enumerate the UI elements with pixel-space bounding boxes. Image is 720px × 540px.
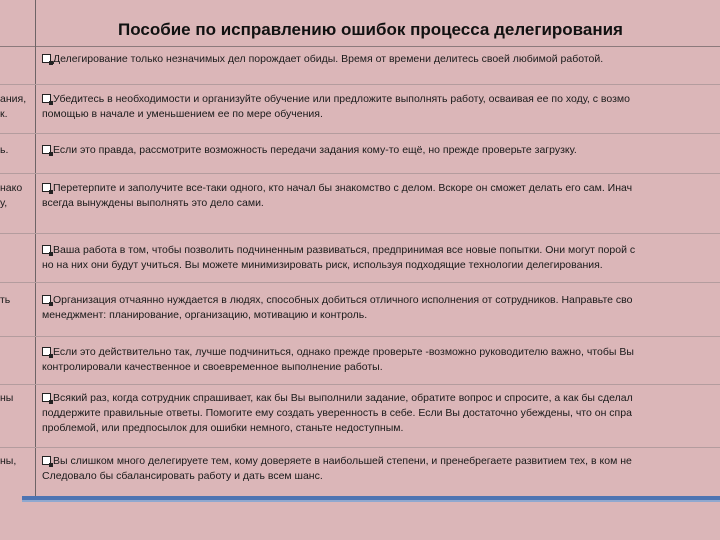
row-6-left: ть: [0, 294, 11, 306]
row-6-text: [42, 293, 720, 323]
row-8-line-3: проблемой, или предпосылок для ошибки немного, станьте недоступным.: [42, 422, 404, 434]
row-9-text: [42, 454, 720, 484]
row-2-text: [42, 92, 720, 122]
slide-title: Пособие по исправлению ошибок процесса делегирования: [118, 20, 623, 39]
row-9-line-1: Вы слишком много делегируете тем, кому доверяете в наибольшей степени, и пренебрегаете развитием тех, в ком не: [53, 455, 632, 467]
checkbox-bullet-icon: [42, 145, 51, 154]
row-7-text: [42, 345, 720, 375]
row-5-text: [42, 243, 720, 273]
row-4-left: нако у,: [0, 182, 23, 209]
row-7-line-2: контролировали качественное и своевременное выполнение работы.: [42, 361, 383, 373]
row-8-line-1: Всякий раз, когда сотрудник спрашивает, как бы Вы выполнили задание, обратите вопрос и спросите, а как бы сделал: [53, 392, 633, 404]
row-divider: [0, 282, 720, 283]
row-divider: [0, 84, 720, 85]
checkbox-bullet-icon: [42, 347, 51, 356]
row-2-left: ания, к.: [0, 93, 27, 120]
row-divider: [0, 336, 720, 337]
column-divider: [35, 0, 36, 496]
title-divider: [0, 46, 720, 47]
row-8-line-2: поддержите правильные ответы. Помогите ему создать уверенность в себе. Если Вы достаточно убеждены, что он спра: [42, 407, 632, 419]
row-4-line-2: всегда вынуждены выполнять это дело сами.: [42, 197, 264, 209]
row-1-text: [42, 52, 720, 67]
row-9-line-2: Следовало бы сбалансировать работу и дать всем шанс.: [42, 470, 323, 482]
row-3-line-1: Если это правда, рассмотрите возможность передачи задания кому-то ещё, но прежде проверьте загрузку.: [53, 144, 577, 156]
row-divider: [0, 384, 720, 385]
row-8-text: [42, 391, 720, 436]
checkbox-bullet-icon: [42, 245, 51, 254]
checkbox-bullet-icon: [42, 94, 51, 103]
row-divider: [0, 233, 720, 234]
row-5-line-1: Ваша работа в том, чтобы позволить подчиненным развиваться, предпринимая все новые попытки. Они могут порой с: [53, 244, 636, 256]
row-4-text: [42, 181, 720, 211]
row-4-line-1: Перетерпите и заполучите все-таки одного, кто начал бы знакомство с делом. Вскоре он сможет делать его сам. Инач: [53, 182, 633, 194]
row-8-left: ны: [0, 392, 14, 404]
checkbox-bullet-icon: [42, 456, 51, 465]
row-9-left: ны,: [0, 455, 17, 467]
checkbox-bullet-icon: [42, 295, 51, 304]
checkbox-bullet-icon: [42, 393, 51, 402]
bottom-accent-shadow: [22, 500, 720, 502]
row-divider: [0, 133, 720, 134]
row-3-text: [42, 143, 720, 158]
row-2-line-2: помощью в начале и уменьшением ее по мере обучения.: [42, 108, 323, 120]
row-2-line-1: Убедитесь в необходимости и организуйте обучение или предложите выполнять работу, осваивая ее по ходу, с возмо: [53, 93, 630, 105]
row-5-line-2: но на них они будут учиться. Вы можете минимизировать риск, используя подходящие технологии делегирования.: [42, 259, 603, 271]
row-6-line-2: менеджмент: планирование, организацию, мотивацию и контроль.: [42, 309, 368, 321]
row-divider: [0, 173, 720, 174]
row-1-line-1: Делегирование только незначимых дел порождает обиды. Время от времени делитесь своей любимой работой.: [53, 53, 604, 65]
checkbox-bullet-icon: [42, 183, 51, 192]
row-divider: [0, 447, 720, 448]
row-3-left: ь.: [0, 144, 9, 156]
row-6-line-1: Организация отчаянно нуждается в людях, способных добиться отличного исполнения от сотрудников. Направьте сво: [53, 294, 633, 306]
checkbox-bullet-icon: [42, 54, 51, 63]
row-7-line-1: Если это действительно так, лучше подчиниться, однако прежде проверьте -возможно руководителю важно, чтобы Вы: [53, 346, 634, 358]
